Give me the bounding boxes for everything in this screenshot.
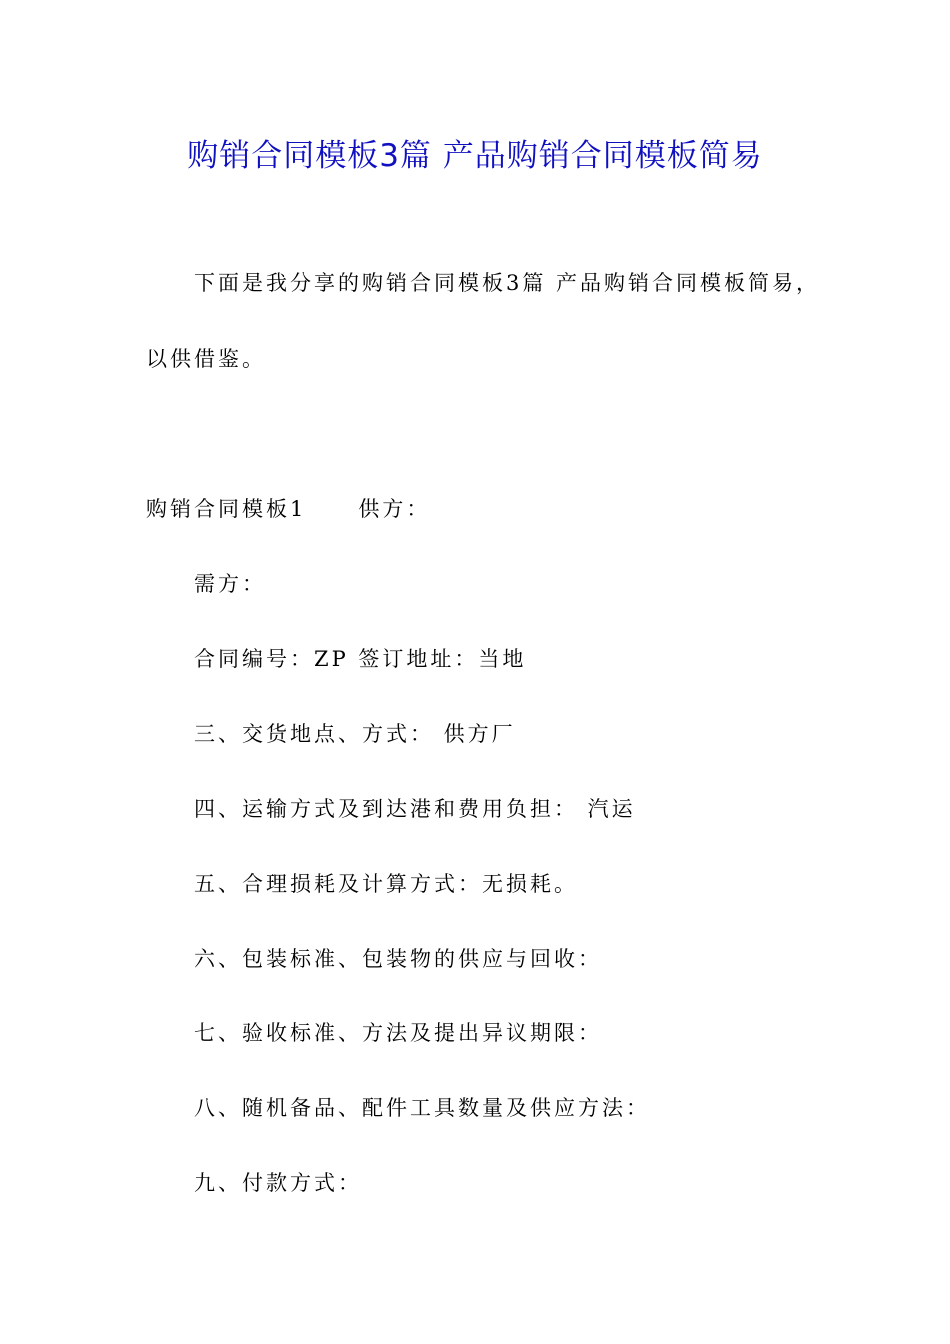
contract-line-loss: 五、合理损耗及计算方式：无损耗。 [194, 872, 578, 896]
section-heading-row [146, 494, 430, 524]
contract-line-delivery: 三、交货地点、方式： 供方厂 [194, 722, 516, 746]
contract-line-packaging: 六、包装标准、包装物的供应与回收： [194, 947, 602, 971]
contract-line-number-address: 合同编号：ZP 签订地址：当地 [194, 647, 527, 671]
contract-line-spare-parts: 八、随机备品、配件工具数量及供应方法： [194, 1096, 650, 1120]
supplier-label: 供方： [358, 497, 431, 521]
contract-line-transport: 四、运输方式及到达港和费用负担： 汽运 [194, 797, 636, 821]
contract-line-payment: 九、付款方式： [194, 1171, 362, 1195]
document-title: 购销合同模板3篇 产品购销合同模板简易 [187, 138, 763, 174]
intro-paragraph-line-1: 下面是我分享的购销合同模板3篇 产品购销合同模板简易， [194, 271, 821, 295]
intro-paragraph-line-2: 以供借鉴。 [146, 347, 266, 371]
contract-line-acceptance: 七、验收标准、方法及提出异议期限： [194, 1021, 602, 1045]
section-heading: 购销合同模板1 [146, 497, 307, 521]
contract-line-buyer: 需方： [194, 572, 266, 596]
